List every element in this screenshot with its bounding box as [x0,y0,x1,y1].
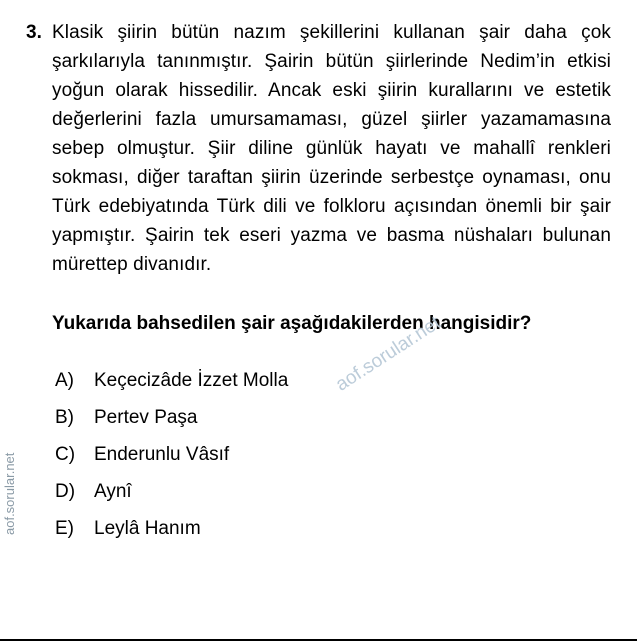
question-number: 3. [26,22,42,43]
answer-options [52,366,611,543]
option-text: Keçecizâde İzzet Molla [94,370,289,391]
option-text: Aynî [94,481,132,502]
watermark-diagonal: aof.sorular.net [332,312,445,396]
option-letter: A) [55,370,74,391]
option-text: Pertev Paşa [94,407,198,428]
option-text: Leylâ Hanım [94,518,201,539]
option-b[interactable] [52,403,611,432]
option-letter: B) [55,407,74,428]
option-letter: E) [55,518,74,539]
option-e[interactable] [52,514,611,543]
option-letter: D) [55,481,76,502]
question-body [52,18,611,551]
question-stem: Klasik şiirin bütün nazım şekillerini kullanan şair daha çok şarkılarıyla tanınmıştır. Şairin bütün şiirlerinde Nedim’in etkisi yoğun olarak hissedilir. Ancak eski şiirin kurallarını ve estetik değerlerini fazla umursamaması, güzel şiirler yazamamasına sebep olmuştur. Şiir diline günlük hayatı ve mahallî renkleri sokması, diğer taraftan şiirin üzerinde serbestçe oynaması, onu Türk edebiyatında Türk dili ve folkloru açısından önemli bir şair yapmıştır. Şairin tek eseri yazma ve basma nüshaları bulunan mürettep divanıdır. [52,22,611,275]
option-d[interactable] [52,477,611,506]
option-letter: C) [55,444,76,465]
watermark-side: aof.sorular.net [2,452,17,535]
option-c[interactable] [52,440,611,469]
option-text: Enderunlu Vâsıf [94,444,230,465]
option-a[interactable] [52,366,611,395]
question-prompt: Yukarıda bahsedilen şair aşağıdakilerden hangisidir? [52,313,532,334]
